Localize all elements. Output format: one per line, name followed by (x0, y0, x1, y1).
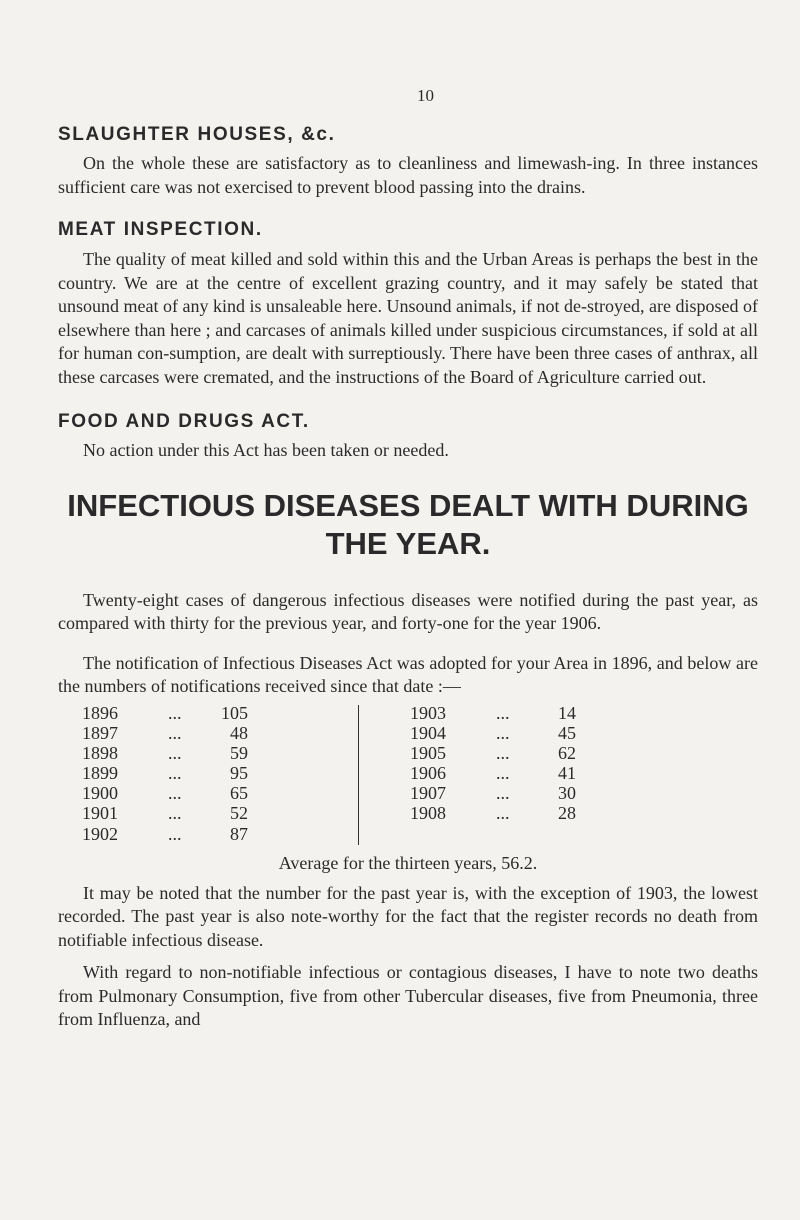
table-row (82, 783, 248, 803)
table-row (410, 803, 576, 823)
leader-dots: ... (496, 742, 510, 763)
leader-dots: ... (496, 722, 510, 743)
title-infectious-diseases: INFECTIOUS DISEASES DEALT WITH DURING THE YEAR. (67, 487, 749, 561)
table-count: 52 (230, 803, 248, 824)
page-number: 10 (417, 86, 434, 105)
heading-meat-inspection: MEAT INSPECTION. (58, 219, 263, 240)
leader-dots: ... (168, 742, 182, 763)
table-year: 1898 (82, 742, 118, 763)
leader-dots: ... (168, 702, 182, 723)
paragraph-notified-cases: Twenty-eight cases of dangerous infectious diseases were notified during the past year, as compared with thirty for the previous year, and forty-one for the year 1906. (58, 589, 758, 633)
table-year: 1901 (82, 803, 118, 824)
table-count: 95 (230, 763, 248, 784)
table-count: 87 (230, 823, 248, 844)
heading-food-and-drugs: FOOD AND DRUGS ACT. (58, 411, 310, 432)
table-count: 62 (558, 742, 576, 763)
table-column-left (82, 703, 248, 844)
paragraph-notification-act: The notification of Infectious Diseases Act was adopted for your Area in 1896, and below are the numbers of notifications received since that date :— (58, 652, 758, 696)
table-row (410, 763, 576, 783)
table-count: 45 (558, 722, 576, 743)
paragraph-food-and-drugs: No action under this Act has been taken or needed. (83, 440, 449, 460)
table-year: 1897 (82, 722, 118, 743)
table-row (82, 723, 248, 743)
notifications-table (58, 703, 758, 847)
leader-dots: ... (496, 702, 510, 723)
leader-dots: ... (496, 783, 510, 804)
table-column-right (410, 703, 576, 824)
leader-dots: ... (168, 823, 182, 844)
table-year: 1903 (410, 702, 446, 723)
table-year: 1907 (410, 783, 446, 804)
table-row (82, 763, 248, 783)
table-count: 105 (221, 702, 248, 723)
table-row (82, 703, 248, 723)
average-line: Average for the thirteen years, 56.2. (278, 852, 538, 873)
leader-dots: ... (168, 722, 182, 743)
table-year: 1905 (410, 742, 446, 763)
table-year: 1904 (410, 722, 446, 743)
table-count: 14 (558, 702, 576, 723)
table-divider (358, 705, 359, 845)
table-year: 1900 (82, 783, 118, 804)
leader-dots: ... (496, 763, 510, 784)
table-row (82, 803, 248, 823)
table-row (410, 723, 576, 743)
heading-slaughter-houses: SLAUGHTER HOUSES, &c. (58, 124, 336, 145)
paragraph-slaughter-houses: On the whole these are satisfactory as to cleanliness and limewash-ing. In three instances sufficient care was not exercised to prevent blood passing into the drains. (58, 153, 758, 197)
table-row (410, 783, 576, 803)
table-row (82, 824, 248, 844)
leader-dots: ... (168, 803, 182, 824)
paragraph-lowest-recorded: It may be noted that the number for the past year is, with the exception of 1903, the lowest recorded. The past year is also note-worthy for the fact that the register records no death from notifiable infectious disease. (58, 882, 758, 950)
table-year: 1906 (410, 763, 446, 784)
paragraph-non-notifiable: With regard to non-notifiable infectious or contagious diseases, I have to note two deaths from Pulmonary Consumption, five from other Tubercular diseases, five from Pneumonia, three from Influenza, and (58, 962, 758, 1029)
paragraph-meat-inspection: The quality of meat killed and sold within this and the Urban Areas is perhaps the best in the country. We are at the centre of excellent grazing country, and it may safely be stated that unsound meat of any kind is unsaleable here. Unsound animals, if not de-stroyed, are disposed of elsewhere than here ; and carcases of animals killed under suspicious circumstances, if sold at all for human con-sumption, are dealt with surreptiously. There have been three cases of anthrax, all these carcases were cremated, and the instructions of the Board of Agriculture carried out. (58, 249, 758, 387)
table-count: 41 (558, 763, 576, 784)
leader-dots: ... (168, 763, 182, 784)
table-count: 28 (558, 803, 576, 824)
table-count: 65 (230, 783, 248, 804)
document-page (58, 0, 758, 1032)
table-year: 1896 (82, 702, 118, 723)
leader-dots: ... (168, 783, 182, 804)
table-count: 48 (230, 722, 248, 743)
table-row (410, 743, 576, 763)
table-row (82, 743, 248, 763)
table-row (410, 703, 576, 723)
leader-dots: ... (496, 803, 510, 824)
table-year: 1908 (410, 803, 446, 824)
table-year: 1899 (82, 763, 118, 784)
table-count: 59 (230, 742, 248, 763)
table-count: 30 (558, 783, 576, 804)
table-year: 1902 (82, 823, 118, 844)
